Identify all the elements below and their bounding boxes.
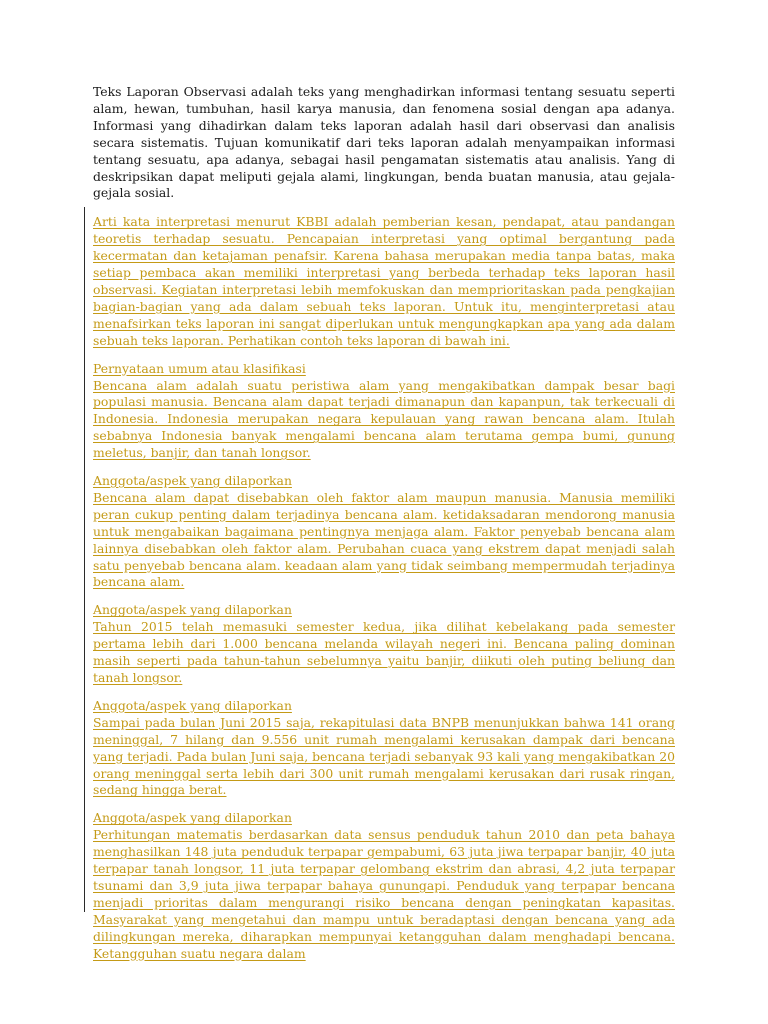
section-title: Pernyataan umum atau klasifikasi [93,360,306,376]
interpretation-paragraph: Arti kata interpretasi menurut KBBI adalah pemberian kesan, pendapat, atau pandangan teoretis terhadap sesuatu. Pencapaian interpretasi yang optimal bergantung pada kecermatan dan ketajaman penafsir. Karena bahasa merupakan media tanpa batas, maka setiap pembaca akan memiliki interpretasi yang berbeda terhadap teks laporan hasil observasi. Kegiatan interpretasi lebih memfokuskan dan memprioritaskan pada pengkajian bagian-bagian yang ada dalam sebuah teks laporan. Untuk itu, menginterpretasi atau menafsirkan teks laporan ini sangat diperlukan untuk mengungkapkan apa yang ada dalam sebuah teks laporan. Perhatikan contoh teks laporan di bawah ini. [93,214,675,348]
revision-change-bar [84,207,85,912]
section-body: Perhitungan matematis berdasarkan data sensus penduduk tahun 2010 dan peta bahaya menghasilkan 148 juta penduduk terpapar gempabumi, 63 juta jiwa terpapar banjir, 40 juta terpapar tanah longsor, 11 juta terpapar gelombang ekstrim dan abrasi, 4,2 juta terpapar tsunami dan 3,9 juta jiwa terpapar bahaya gunungapi. Penduduk yang terpapar bencana menjadi prioritas dalam mengurangi risiko bencana dengan peningkatan kapasitas. Masyarakat yang mengetahui dan mampu untuk beradaptasi dengan bencana yang ada dilingkungan mereka, diharapkan mempunyai ketangguhan dalam menghadapi bencana. Ketangguhan suatu negara dalam [93,827,675,961]
section-title: Anggota/aspek yang dilaporkan [93,602,292,618]
section-body: Tahun 2015 telah memasuki semester kedua, jika dilihat kebelakang pada semester pertama lebih dari 1.000 bencana melanda wilayah negeri ini. Bencana paling dominan masih seperti pada tahun-tahun sebelumnya yaitu banjir, diikuti oleh puting beliung dan tanah longsor. [93,619,675,685]
section-aspect [93,473,675,591]
section-aspect [93,602,675,687]
section-title: Anggota/aspek yang dilaporkan [93,697,292,713]
section-body: Sampai pada bulan Juni 2015 saja, rekapitulasi data BNPB menunjukkan bahwa 141 orang meninggal, 7 hilang dan 9.556 unit rumah mengalami kerusakan dampak dari bencana yang terjadi. Pada bulan Juni saja, bencana terjadi sebanyak 93 kali yang mengakibatkan 20 orang meninggal serta lebih dari 300 unit rumah mengalami kerusakan dari rusak ringan, sedang hingga berat. [93,714,675,798]
section-body: Bencana alam adalah suatu peristiwa alam yang mengakibatkan dampak besar bagi populasi manusia. Bencana alam dapat terjadi dimanapun dan kapanpun, tak terkecuali di Indonesia. Indonesia merupakan negara kepulauan yang rawan bencana alam. Itulah sebabnya Indonesia banyak mengalami bencana alam terutama gempa bumi, gunung meletus, banjir, dan tanah longsor. [93,377,675,461]
section-aspect [93,810,675,962]
section-aspect [93,698,675,799]
section-title: Anggota/aspek yang dilaporkan [93,810,292,826]
intro-paragraph: Teks Laporan Observasi adalah teks yang menghadirkan informasi tentang sesuatu seperti alam, hewan, tumbuhan, hasil karya manusia, dan fenomena sosial dengan apa adanya. Informasi yang dihadirkan dalam teks laporan adalah hasil dari observasi dan analisis secara sistematis. Tujuan komunikatif dari teks laporan adalah menyampaikan informasi tentang sesuatu, apa adanya, sebagai hasil pengamatan sistematis atau analisis. Yang di deskripsikan dapat meliputi gejala alami, lingkungan, benda buatan manusia, atau gejala-gejala sosial. [93,84,675,201]
section-title: Anggota/aspek yang dilaporkan [93,473,292,489]
section-body: Bencana alam dapat disebabkan oleh faktor alam maupun manusia. Manusia memiliki peran cukup penting dalam terjadinya bencana alam. ketidaksadaran mendorong manusia untuk mengabaikan bagaimana pentingnya menjaga alam. Faktor penyebab bencana alam lainnya disebabkan oleh faktor alam. Perubahan cuaca yang ekstrem dapat menjadi salah satu penyebab bencana alam. keadaan alam yang tidak seimbang mempermudah terjadinya bencana alam. [93,489,675,590]
document-content [93,84,675,974]
section-general-statement [93,361,675,462]
